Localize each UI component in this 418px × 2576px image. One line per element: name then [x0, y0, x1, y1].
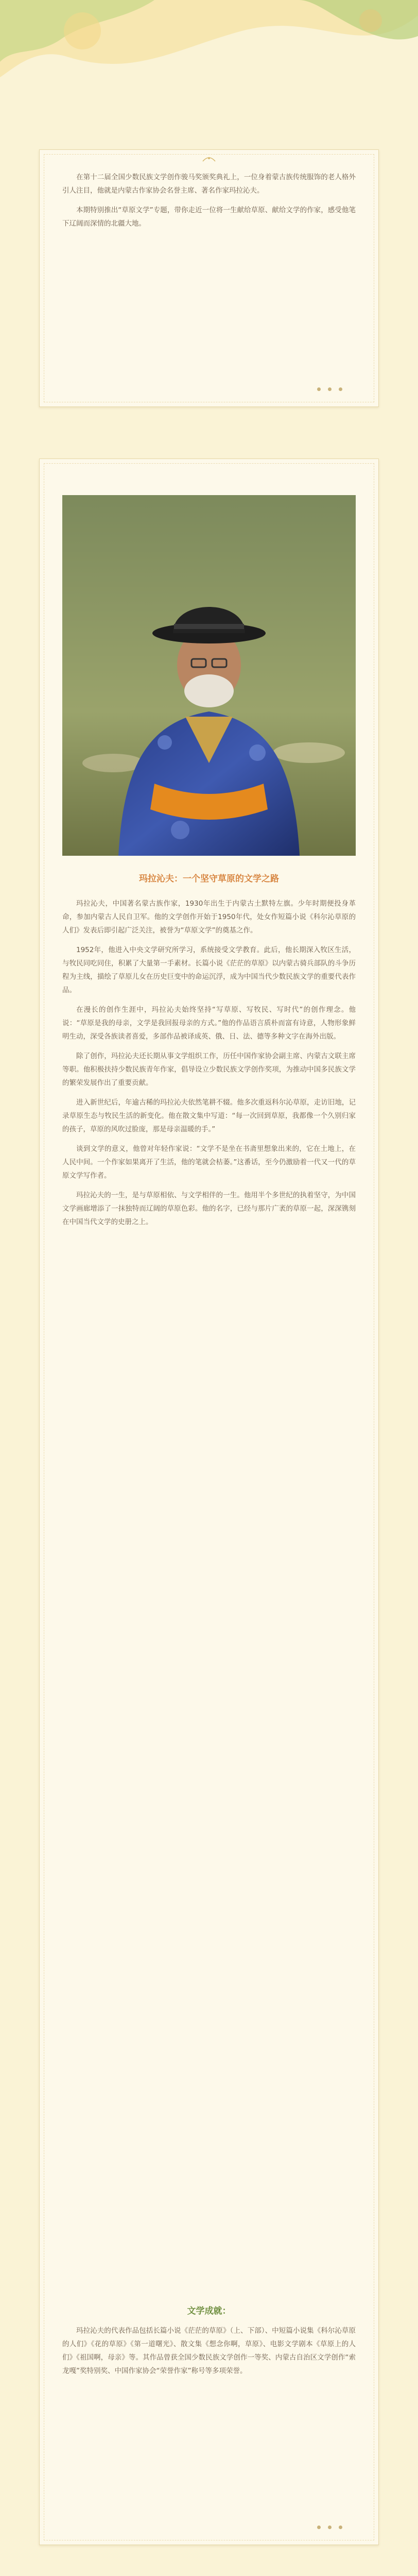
profile-paragraph-7: 玛拉沁夫的一生，是与草原相依、与文学相伴的一生。他用半个多世纪的执着坚守，为中国文学画廊增添了一抹独特而辽阔的草原色彩。他的名字，已经与那片广袤的草原一起，深深镌刻在中国当代文学的史册之上。: [62, 1191, 356, 1226]
profile-card: [39, 459, 379, 2545]
profile-paragraph-5: 进入新世纪后，年逾古稀的玛拉沁夫依然笔耕不辍。他多次重返科尔沁草原，走访旧地，记录草原生态与牧民生活的新变化。他在散文集中写道：“每一次回到草原，我都像一个久别归家的孩子，草原的风吹过脸庞，那是母亲温暖的手。”: [62, 1098, 356, 1133]
ornament-icon: [202, 155, 216, 162]
achievements-text: [62, 2324, 356, 2384]
dot-icon: [317, 2526, 321, 2529]
profile-text: [62, 897, 356, 1235]
profile-paragraph-2: 1952年，他进入中央文学研究所学习，系统接受文学教育。此后，他长期深入牧区生活，与牧民同吃同住，积累了大量第一手素材。长篇小说《茫茫的草原》以内蒙古骑兵部队的斗争历程为主线，描绘了草原儿女在历史巨变中的命运沉浮，成为中国当代少数民族文学的重要代表作品。: [62, 946, 356, 994]
profile-paragraph-1: 玛拉沁夫，中国著名蒙古族作家，1930年出生于内蒙古土默特左旗。少年时期便投身革命，参加内蒙古人民自卫军。他的文学创作开始于1950年代，处女作短篇小说《科尔沁草原的人们》发表后即引起广泛关注，被誉为“草原文学”的奠基之作。: [62, 900, 356, 935]
page-dots: [317, 2526, 342, 2529]
decorative-top-background: [0, 0, 418, 103]
intro-text: [62, 171, 356, 236]
profile-title: 玛拉沁夫：一个坚守草原的文学之路: [139, 874, 279, 884]
page-dots: [317, 387, 342, 391]
dot-icon: [339, 2526, 342, 2529]
achievements-paragraph: 玛拉沁夫的代表作品包括长篇小说《茫茫的草原》（上、下部）、中短篇小说集《科尔沁草原的人们》《花的草原》《第一道曙光》、散文集《想念你啊，草原》、电影文学剧本《草原上的人们》《祖国啊，母亲》等。其作品曾获全国少数民族文学创作一等奖、内蒙古自治区文学创作“索龙嘎”奖特别奖、中国作家协会“荣誉作家”称号等多项荣誉。: [62, 2327, 356, 2375]
intro-paragraph-2: 本期特别推出“草原文学”专题，带你走近一位将一生献给草原、献给文学的作家，感受他笔下辽阔而深情的北疆大地。: [62, 206, 356, 228]
profile-paragraph-4: 除了创作，玛拉沁夫还长期从事文学组织工作，历任中国作家协会副主席、内蒙古文联主席等职。他积极扶持少数民族青年作家，倡导设立少数民族文学创作奖项，为推动中国多民族文学的繁荣发展作出了重要贡献。: [62, 1052, 356, 1087]
dot-icon: [328, 2526, 332, 2529]
profile-paragraph-3: 在漫长的创作生涯中，玛拉沁夫始终坚持“写草原、写牧民、写时代”的创作理念。他说：“草原是我的母亲，文学是我回报母亲的方式。”他的作品语言质朴而富有诗意，人物形象鲜明生动，深受各族读者喜爱，多部作品被译成英、俄、日、法、德等多种文字在海外出版。: [62, 1006, 356, 1041]
portrait-photo: [62, 495, 356, 856]
intro-card: [39, 149, 379, 407]
dot-icon: [328, 387, 332, 391]
achievements-title: 文学成就：: [187, 2306, 231, 2316]
profile-paragraph-6: 谈到文学的意义，他曾对年轻作家说：“文学不是坐在书斋里想象出来的，它在土地上，在人民中间。一个作家如果离开了生活，他的笔就会枯萎。”这番话，至今仍激励着一代又一代的草原文学写作者。: [62, 1145, 356, 1180]
intro-paragraph-1: 在第十二届全国少数民族文学创作骏马奖颁奖典礼上，一位身着蒙古族传统服饰的老人格外引人注目，他就是内蒙古作家协会名誉主席、著名作家玛拉沁夫。: [62, 173, 356, 195]
dot-icon: [339, 387, 342, 391]
dot-icon: [317, 387, 321, 391]
